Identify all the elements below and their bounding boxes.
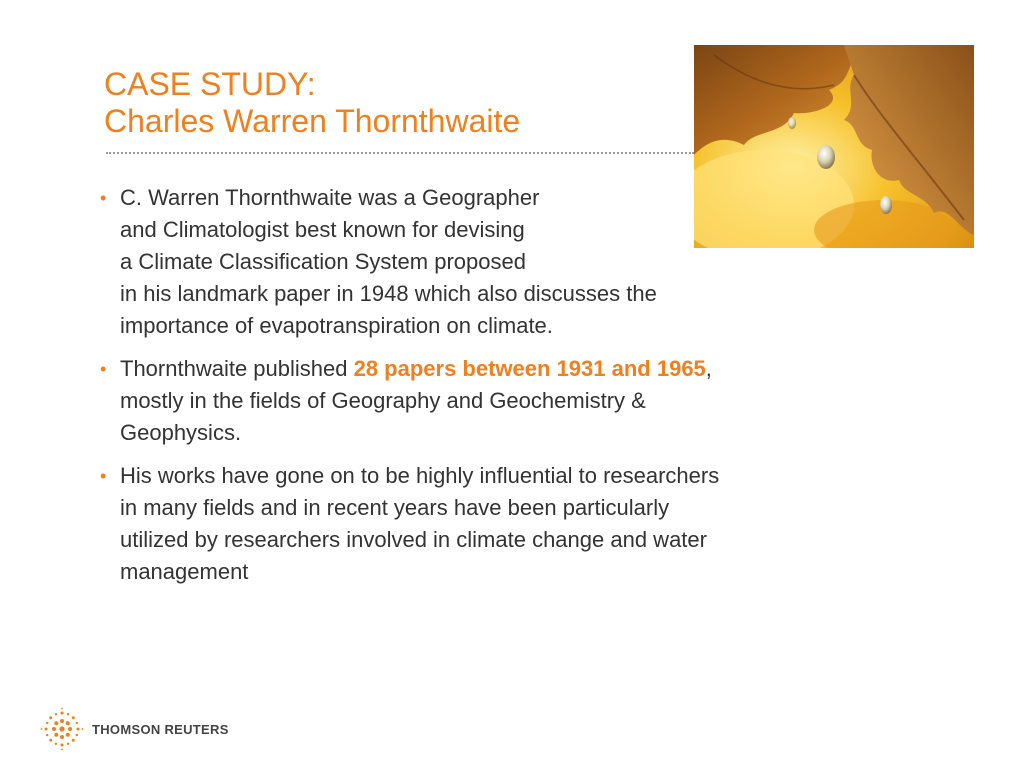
bullet-dot-icon: • <box>100 188 107 208</box>
bullet-1-line-5: importance of evapotranspiration on climate. <box>120 313 553 338</box>
bullet-dot-icon: • <box>100 466 107 486</box>
bullet-dot-icon: • <box>100 359 107 379</box>
bullet-1-line-3: a Climate Classification System proposed <box>120 249 526 274</box>
bullet-2-highlight: 28 papers between 1931 and 1965 <box>353 356 706 381</box>
brand-name: THOMSON REUTERS <box>92 721 229 737</box>
thomson-reuters-dot-sphere-icon <box>40 707 84 751</box>
bullet-2-line-3: Geophysics. <box>120 420 242 445</box>
title-line-2: Charles Warren Thornthwaite <box>104 103 521 139</box>
bullet-item-3 <box>98 460 918 588</box>
bullet-1-line-1: C. Warren Thornthwaite was a Geographer <box>120 185 540 210</box>
bullet-2-text-before: Thornthwaite published <box>120 356 354 381</box>
thomson-reuters-logo <box>40 707 229 751</box>
title-divider <box>106 152 694 154</box>
bullet-2-line-2: mostly in the fields of Geography and Geochemistry & <box>120 388 646 413</box>
bullet-3-line-1: His works have gone on to be highly influential to researchers <box>120 463 720 488</box>
bullet-3-line-4: management <box>120 559 249 584</box>
bullet-3-line-3: utilized by researchers involved in climate change and water <box>120 527 707 552</box>
bullet-list <box>98 182 918 599</box>
bullet-3-line-2: in many fields and in recent years have been particularly <box>120 495 670 520</box>
title-line-1: CASE STUDY: <box>104 66 316 102</box>
slide-title <box>104 66 520 140</box>
bullet-item-2 <box>98 353 918 449</box>
bullet-1-line-4: in his landmark paper in 1948 which also discusses the <box>120 281 657 306</box>
bullet-2-comma: , <box>705 356 712 381</box>
bullet-item-1 <box>98 182 918 342</box>
bullet-1-line-2: and Climatologist best known for devising <box>120 217 525 242</box>
